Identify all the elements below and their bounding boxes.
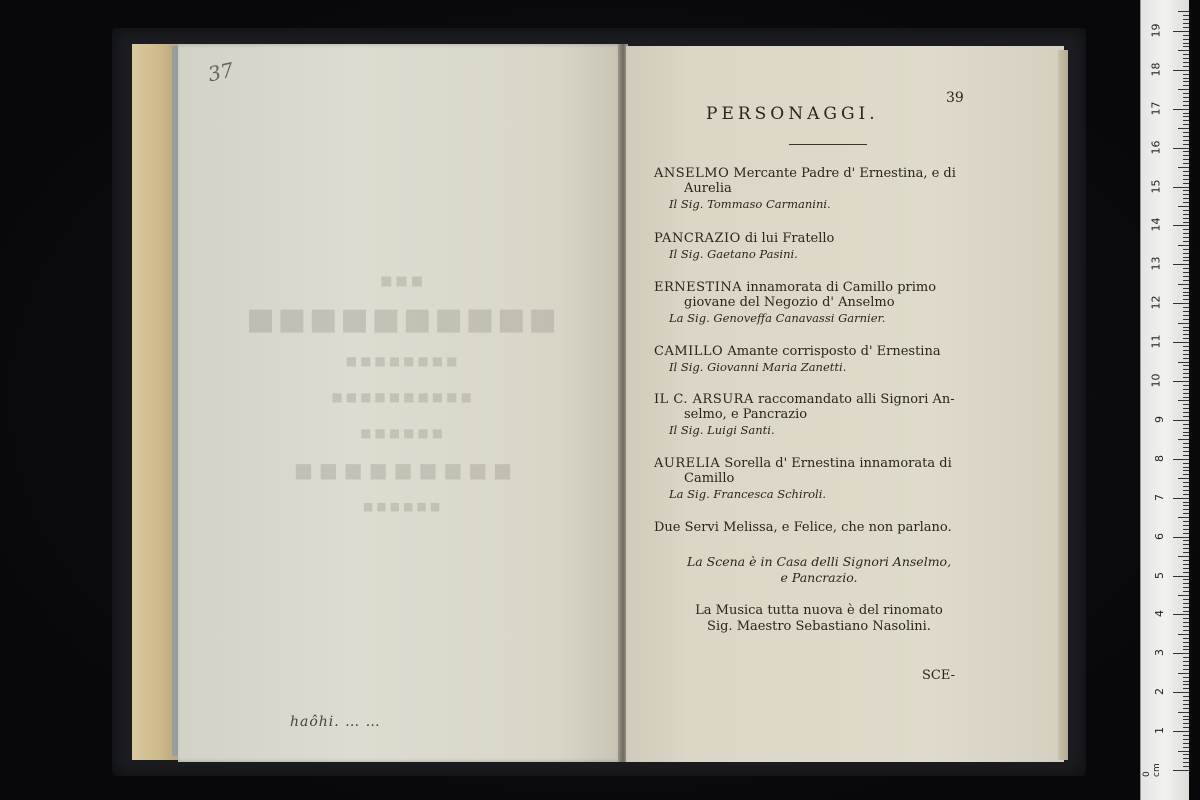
ruler-tick: [1183, 708, 1189, 709]
ruler-tick: [1183, 237, 1189, 238]
character-name: IL C. ARSURA: [654, 392, 754, 407]
handwritten-note: haôhi. … …: [290, 714, 381, 730]
ruler-tick: [1178, 362, 1189, 363]
character-name: PANCRAZIO: [654, 231, 741, 246]
ruler-tick: [1178, 11, 1189, 12]
ruler-tick: [1183, 622, 1189, 623]
ruler-tick: [1183, 229, 1189, 230]
ruler-tick: [1183, 544, 1189, 545]
ruler-tick: [1173, 459, 1189, 460]
ruler-tick: [1183, 657, 1189, 658]
ruler-tick: [1183, 295, 1189, 296]
ruler-tick: [1183, 490, 1189, 491]
ruler-tick: [1183, 194, 1189, 195]
heading-rule: [789, 144, 867, 145]
character-description-cont: selmo, e Pancrazio: [684, 407, 808, 422]
ruler-tick: [1183, 257, 1189, 258]
ruler-tick: [1183, 661, 1189, 662]
ruler-tick: [1178, 245, 1189, 246]
servants-note: Due Servi Melissa, e Felice, che non parlano.: [654, 520, 952, 535]
ruler-tick: [1183, 747, 1189, 748]
ruler-tick: [1183, 412, 1189, 413]
ruler-label: 7: [1153, 493, 1166, 501]
ruler-tick: [1173, 70, 1189, 71]
ruler-tick: [1178, 128, 1189, 129]
character-line: [654, 392, 984, 407]
ruler-tick: [1173, 264, 1189, 265]
ruler-label: 9: [1153, 415, 1166, 423]
ruler-tick: [1183, 62, 1189, 63]
ruler-tick: [1183, 151, 1189, 152]
ruler-tick: [1183, 202, 1189, 203]
ruler-tick: [1183, 175, 1189, 176]
ruler-tick: [1173, 653, 1189, 654]
ruler-tick: [1183, 358, 1189, 359]
ruler-label: 19: [1149, 23, 1163, 38]
ruler-tick: [1183, 43, 1189, 44]
ruler-tick: [1173, 692, 1189, 693]
ruler-tick: [1183, 700, 1189, 701]
character-name: ERNESTINA: [654, 280, 743, 295]
ruler-tick: [1173, 225, 1189, 226]
ruler-tick: [1173, 342, 1189, 343]
ruler-tick: [1183, 618, 1189, 619]
ruler-tick: [1173, 109, 1189, 110]
ruler-tick: [1183, 611, 1189, 612]
ruler-tick: [1183, 144, 1189, 145]
ruler-tick: [1183, 474, 1189, 475]
character-entry: [654, 456, 984, 502]
ruler-tick: [1183, 46, 1189, 47]
ruler-label: 11: [1149, 334, 1163, 349]
ruler-label: 15: [1149, 179, 1163, 193]
ruler-tick: [1183, 447, 1189, 448]
ruler-tick: [1183, 260, 1189, 261]
ruler-tick: [1183, 443, 1189, 444]
music-line: Sig. Maestro Sebastiano Nasolini.: [707, 619, 931, 634]
ruler-tick: [1178, 595, 1189, 596]
ruler-tick: [1183, 603, 1189, 604]
ruler-tick: [1178, 634, 1189, 635]
ruler-tick: [1173, 614, 1189, 615]
ruler-tick: [1178, 673, 1189, 674]
ruler-tick: [1183, 299, 1189, 300]
ruler-label: 3: [1153, 649, 1166, 657]
ruler-tick: [1178, 89, 1189, 90]
ruler-tick: [1183, 365, 1189, 366]
ruler-label: 4: [1153, 610, 1166, 618]
ruler-tick: [1178, 751, 1189, 752]
ruler-tick: [1178, 517, 1189, 518]
ruler-tick: [1183, 424, 1189, 425]
ruler-tick: [1183, 171, 1189, 172]
ruler-tick: [1183, 677, 1189, 678]
ruler-tick: [1183, 681, 1189, 682]
ruler-tick: [1183, 124, 1189, 125]
actor-name: La Sig. Francesca Schiroli.: [669, 487, 827, 501]
character-name: ANSELMO: [654, 166, 730, 181]
ruler-tick: [1183, 214, 1189, 215]
music-line: La Musica tutta nuova è del rinomato: [695, 603, 943, 618]
ruler-tick: [1183, 533, 1189, 534]
ruler-tick: [1173, 381, 1189, 382]
ruler-tick: [1183, 27, 1189, 28]
ruler-tick: [1183, 54, 1189, 55]
ruler-tick: [1178, 556, 1189, 557]
show-through-line: ■■■■■■: [356, 426, 444, 440]
actor-name: Il Sig. Giovanni Maria Zanetti.: [669, 360, 847, 374]
page-heading: PERSONAGGI.: [706, 104, 879, 124]
ruler-tick: [1178, 478, 1189, 479]
catchword: SCE-: [922, 668, 955, 683]
ruler-tick: [1183, 159, 1189, 160]
ruler-tick: [1183, 502, 1189, 503]
ruler-tick: [1173, 576, 1189, 577]
ruler-tick: [1183, 416, 1189, 417]
ruler-tick: [1183, 334, 1189, 335]
ruler-tick: [1183, 716, 1189, 717]
ruler-tick: [1183, 552, 1189, 553]
ruler-tick: [1183, 766, 1189, 767]
show-through-line: ■■■■■■■■■: [287, 458, 513, 482]
ruler-tick: [1183, 719, 1189, 720]
character-description: innamorata di Camillo primo: [746, 280, 937, 295]
ruler-tick: [1183, 136, 1189, 137]
ruler-tick: [1183, 669, 1189, 670]
left-page: [178, 44, 622, 762]
ruler-tick: [1183, 105, 1189, 106]
measuring-ruler: [1140, 0, 1189, 800]
ruler-tick: [1183, 58, 1189, 59]
ruler-tick: [1183, 198, 1189, 199]
music-note: [654, 603, 984, 635]
ruler-tick: [1183, 529, 1189, 530]
ruler-tick: [1183, 354, 1189, 355]
ruler-tick: [1173, 770, 1189, 771]
ruler-tick: [1183, 482, 1189, 483]
left-page-number: 37: [205, 57, 236, 87]
ruler-tick: [1183, 509, 1189, 510]
ruler-tick: [1183, 587, 1189, 588]
right-page: [626, 46, 1064, 762]
character-line: [654, 456, 984, 471]
ruler-tick: [1173, 187, 1189, 188]
ruler-tick: [1183, 190, 1189, 191]
ruler-tick: [1178, 712, 1189, 713]
ruler-tick: [1183, 315, 1189, 316]
ruler-tick: [1183, 350, 1189, 351]
ruler-tick: [1183, 599, 1189, 600]
ruler-tick: [1178, 167, 1189, 168]
ruler-tick: [1183, 288, 1189, 289]
ruler-tick: [1183, 525, 1189, 526]
ruler-tick: [1183, 758, 1189, 759]
character-name: AURELIA: [654, 456, 721, 471]
ruler-tick: [1183, 78, 1189, 79]
actor-name: Il Sig. Gaetano Pasini.: [669, 247, 798, 261]
ruler-tick: [1183, 432, 1189, 433]
ruler-tick: [1183, 39, 1189, 40]
ruler-tick: [1183, 393, 1189, 394]
ruler-tick: [1183, 642, 1189, 643]
ruler-tick: [1178, 400, 1189, 401]
ruler-tick: [1183, 646, 1189, 647]
ruler-tick: [1183, 66, 1189, 67]
ruler-tick: [1183, 23, 1189, 24]
ruler-tick: [1183, 743, 1189, 744]
ruler-tick: [1183, 704, 1189, 705]
ruler-tick: [1183, 280, 1189, 281]
ruler-tick: [1183, 649, 1189, 650]
ruler-tick: [1183, 307, 1189, 308]
ruler-tick: [1183, 723, 1189, 724]
ruler-tick: [1178, 206, 1189, 207]
ruler-tick: [1183, 591, 1189, 592]
character-description: Mercante Padre d' Ernestina, e di: [733, 166, 956, 181]
scene-note: [654, 554, 984, 586]
ruler-tick: [1183, 455, 1189, 456]
character-line: [654, 231, 984, 246]
ruler-tick: [1183, 762, 1189, 763]
ruler-tick: [1173, 498, 1189, 499]
ruler-tick: [1178, 323, 1189, 324]
ruler-tick: [1183, 389, 1189, 390]
right-page-number: 39: [946, 90, 964, 106]
scene-line: La Scena è in Casa delli Signori Anselmo,: [686, 554, 952, 569]
ruler-tick: [1183, 486, 1189, 487]
ruler-tick: [1178, 439, 1189, 440]
actor-name: Il Sig. Luigi Santi.: [669, 423, 775, 437]
character-description: di lui Fratello: [744, 231, 835, 246]
ruler-tick: [1183, 494, 1189, 495]
show-through-line: ■■■■■■■■■■: [328, 390, 472, 404]
ruler-tick: [1183, 233, 1189, 234]
ruler-tick: [1183, 572, 1189, 573]
ruler-tick: [1173, 148, 1189, 149]
ruler-tick: [1183, 579, 1189, 580]
ruler-tick: [1183, 470, 1189, 471]
ruler-tick: [1183, 155, 1189, 156]
ruler-tick: [1183, 210, 1189, 211]
character-entry: [654, 392, 984, 438]
show-through-title: ■■■■■■■■■■: [243, 302, 557, 337]
ruler-tick: [1183, 735, 1189, 736]
ruler-tick: [1183, 222, 1189, 223]
ruler-tick: [1183, 467, 1189, 468]
ruler-label: 16: [1149, 140, 1163, 155]
character-description: Amante corrisposto d' Ernestina: [727, 344, 941, 359]
ruler-tick: [1183, 513, 1189, 514]
ruler-tick: [1173, 537, 1189, 538]
ruler-tick: [1183, 408, 1189, 409]
ruler-label: 5: [1153, 571, 1166, 579]
ruler-tick: [1183, 397, 1189, 398]
character-description: raccomandato alli Signori An-: [758, 392, 955, 407]
ruler-label: 2: [1153, 688, 1166, 696]
ruler-tick: [1183, 428, 1189, 429]
character-entry: [654, 231, 984, 262]
show-through-line: ■■■■■■: [359, 500, 441, 513]
ruler-label: 1: [1153, 727, 1166, 735]
ruler-tick: [1183, 754, 1189, 755]
ruler-label: 10: [1149, 373, 1163, 388]
ruler-label: 6: [1153, 532, 1166, 540]
character-line: [654, 280, 984, 295]
ruler-tick: [1183, 451, 1189, 452]
ruler-tick: [1183, 179, 1189, 180]
ruler-tick: [1183, 253, 1189, 254]
ruler-tick: [1183, 739, 1189, 740]
ruler-tick: [1183, 727, 1189, 728]
ruler-tick: [1183, 268, 1189, 269]
ruler-tick: [1183, 183, 1189, 184]
character-entry: [654, 280, 984, 326]
ruler-tick: [1178, 284, 1189, 285]
show-through-line: ■■■■■■■■: [342, 354, 458, 368]
ruler-tick: [1183, 113, 1189, 114]
ruler-tick: [1183, 249, 1189, 250]
ruler-tick: [1183, 338, 1189, 339]
ruler-tick: [1183, 540, 1189, 541]
ruler-label: 13: [1149, 256, 1163, 271]
ruler-tick: [1183, 346, 1189, 347]
ruler-tick: [1183, 85, 1189, 86]
ruler-tick: [1183, 583, 1189, 584]
ruler-tick: [1183, 638, 1189, 639]
ruler-tick: [1183, 319, 1189, 320]
ruler-tick: [1183, 93, 1189, 94]
ruler-tick: [1183, 116, 1189, 117]
ruler-label: 8: [1153, 454, 1166, 462]
ruler-tick: [1183, 521, 1189, 522]
page-edge: [1058, 50, 1068, 760]
ruler-tick: [1183, 132, 1189, 133]
character-description-cont: Camillo: [684, 471, 735, 486]
show-through-line: ■■■: [377, 274, 423, 289]
ruler-tick: [1183, 101, 1189, 102]
ruler-tick: [1183, 327, 1189, 328]
ruler-tick: [1183, 163, 1189, 164]
ruler-tick: [1183, 626, 1189, 627]
ruler-tick: [1183, 630, 1189, 631]
ruler-tick: [1183, 276, 1189, 277]
ruler-tick: [1183, 560, 1189, 561]
ruler-tick: [1183, 435, 1189, 436]
ruler-tick: [1183, 241, 1189, 242]
ruler-tick: [1183, 463, 1189, 464]
ruler-tick: [1183, 696, 1189, 697]
ruler-tick: [1173, 303, 1189, 304]
ruler-tick: [1183, 15, 1189, 16]
ruler-label: 14: [1149, 217, 1163, 232]
ruler-tick: [1183, 385, 1189, 386]
ruler-tick: [1183, 120, 1189, 121]
scene-line: e Pancrazio.: [780, 570, 858, 585]
ruler-tick: [1183, 568, 1189, 569]
ruler-tick: [1183, 369, 1189, 370]
ruler-tick: [1183, 140, 1189, 141]
ruler-tick: [1173, 420, 1189, 421]
character-description: Sorella d' Ernestina innamorata di: [724, 456, 952, 471]
ruler-label: 18: [1149, 62, 1163, 77]
ruler-unit-label: 0 cm: [1142, 763, 1162, 777]
ruler-tick: [1178, 50, 1189, 51]
ruler-tick: [1183, 81, 1189, 82]
character-entry: [654, 166, 984, 212]
ruler-tick: [1183, 404, 1189, 405]
ruler-tick: [1183, 377, 1189, 378]
ruler-tick: [1183, 35, 1189, 36]
ruler-label: 12: [1149, 295, 1163, 310]
ruler-tick: [1183, 548, 1189, 549]
ruler-tick: [1183, 19, 1189, 20]
character-name: CAMILLO: [654, 344, 724, 359]
ruler-tick: [1183, 607, 1189, 608]
ruler-tick: [1183, 373, 1189, 374]
actor-name: La Sig. Genoveffa Canavassi Garnier.: [669, 311, 886, 325]
ruler-tick: [1183, 688, 1189, 689]
ruler-tick: [1183, 505, 1189, 506]
ruler-tick: [1183, 272, 1189, 273]
actor-name: Il Sig. Tommaso Carmanini.: [669, 197, 831, 211]
ruler-tick: [1183, 311, 1189, 312]
character-line: [654, 166, 984, 181]
ruler-tick: [1183, 684, 1189, 685]
ruler-tick: [1183, 292, 1189, 293]
ruler-tick: [1183, 564, 1189, 565]
ruler-label: 17: [1149, 101, 1163, 116]
character-entry: [654, 344, 984, 375]
character-description-cont: Aurelia: [684, 181, 732, 196]
ruler-tick: [1183, 330, 1189, 331]
character-line: [654, 344, 984, 359]
ruler-tick: [1183, 97, 1189, 98]
ruler-tick: [1183, 665, 1189, 666]
ruler-tick: [1173, 731, 1189, 732]
character-description-cont: giovane del Negozio d' Anselmo: [684, 295, 895, 310]
ruler-tick: [1183, 74, 1189, 75]
ruler-tick: [1183, 218, 1189, 219]
ruler-tick: [1173, 31, 1189, 32]
